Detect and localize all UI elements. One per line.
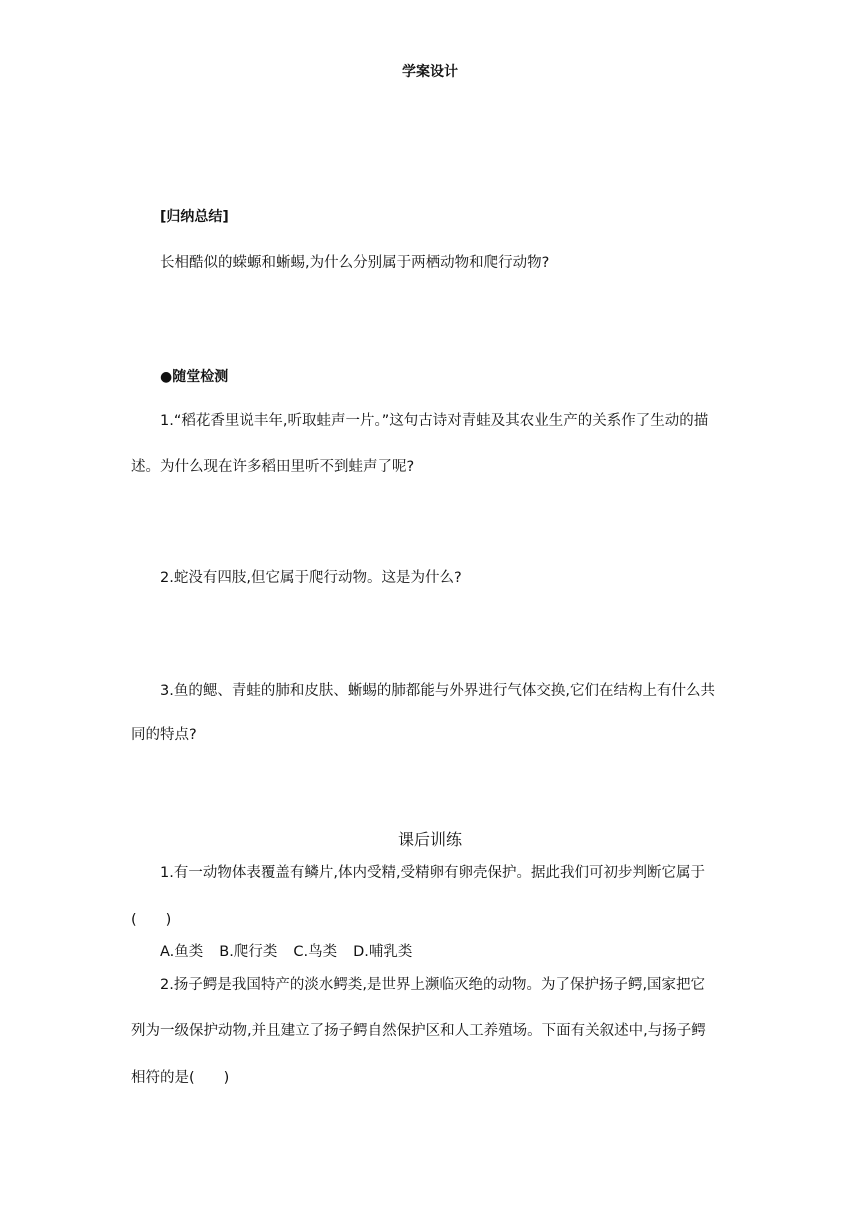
option-d: D.哺乳类 [353, 944, 413, 960]
after-class-q2-line3: 相符的是( ) [131, 1070, 230, 1086]
in-class-q1-line1: 1.“稻花香里说丰年,听取蛙声一片。”这句古诗对青蛙及其农业生产的关系作了生动的描 [160, 413, 709, 429]
after-class-q1-options [160, 942, 428, 962]
in-class-test-heading: ●随堂检测 [160, 369, 229, 385]
after-class-q1-line2: ( ) [131, 912, 172, 928]
in-class-q2: 2.蛇没有四肢,但它属于爬行动物。这是为什么? [160, 570, 462, 586]
in-class-q3-line2: 同的特点? [131, 727, 197, 743]
after-class-q1-line1: 1.有一动物体表覆盖有鳞片,体内受精,受精卵有卵壳保护。据此我们可初步判断它属于 [160, 865, 706, 881]
summary-question: 长相酷似的蝾螈和蜥蜴,为什么分别属于两栖动物和爬行动物? [160, 255, 550, 271]
option-c: C.鸟类 [293, 944, 338, 960]
in-class-q1-line2: 述。为什么现在许多稻田里听不到蛙声了呢? [131, 459, 415, 475]
option-b: B.爬行类 [219, 944, 278, 960]
summary-heading: [归纳总结] [160, 209, 229, 225]
after-class-q2-line2: 列为一级保护动物,并且建立了扬子鳄自然保护区和人工养殖场。下面有关叙述中,与扬子鳄 [131, 1023, 706, 1039]
in-class-q3-line1: 3.鱼的鳃、青蛙的肺和皮肤、蜥蜴的肺都能与外界进行气体交换,它们在结构上有什么共 [160, 683, 715, 699]
option-a: A.鱼类 [160, 944, 204, 960]
page-title: 学案设计 [402, 64, 458, 80]
after-class-heading: 课后训练 [397, 830, 462, 849]
after-class-q2-line1: 2.扬子鳄是我国特产的淡水鳄类,是世界上濒临灭绝的动物。为了保护扬子鳄,国家把它 [160, 977, 706, 993]
